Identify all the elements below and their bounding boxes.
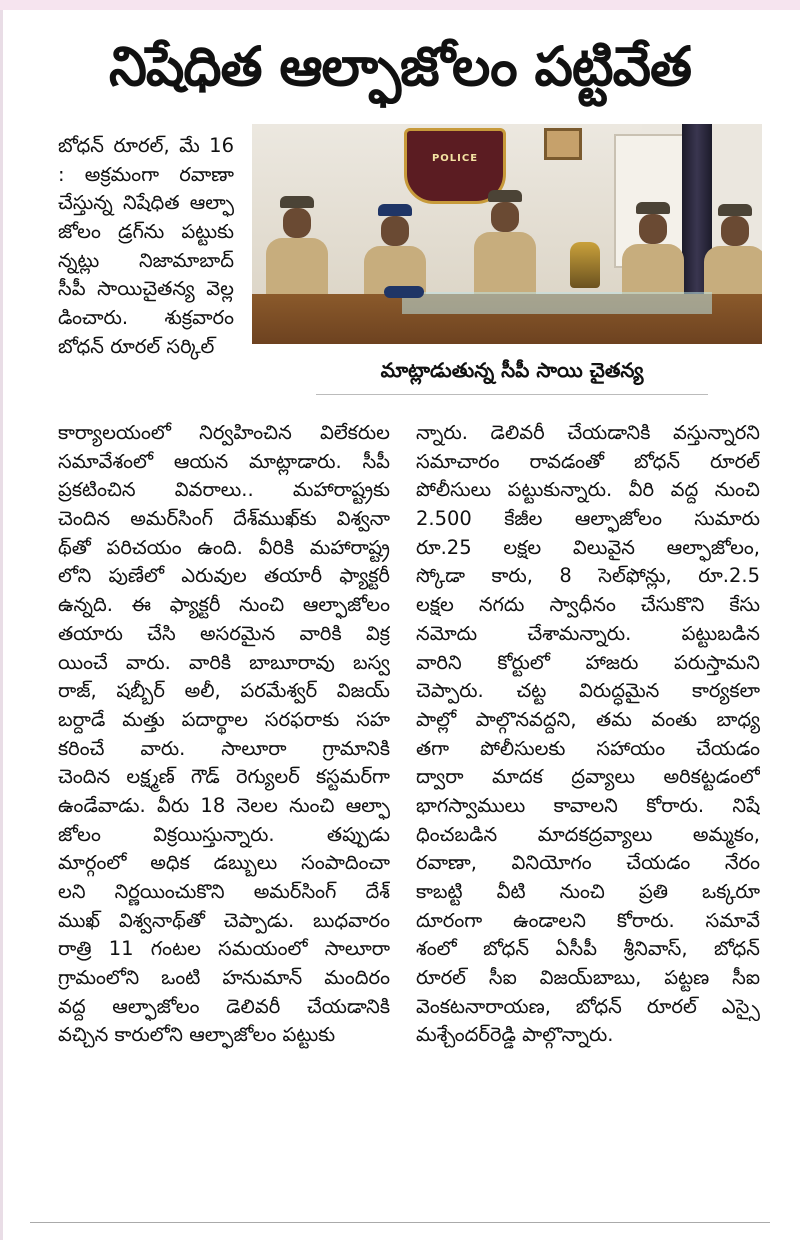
text-line: రవాణా, వినియోగం చేయడం నేరం	[416, 851, 760, 875]
photo-cap-on-desk	[384, 286, 424, 298]
text-line: వచ్చిన కారులోని ఆల్ఫాజోలం పట్టుకు	[58, 1023, 336, 1047]
left-margin-rule	[0, 10, 3, 1240]
text-line: ఉన్నది. ఈ ఫ్యాక్టరీ నుంచి ఆల్ఫాజోలం	[58, 593, 390, 617]
text-line: లక్షల నగదు స్వాధీనం చేసుకొని కేసు	[416, 593, 760, 617]
text-line: ద్వారా మాదక ద్రవ్యాలు అరికట్టడంలో	[416, 765, 760, 789]
body-column-right	[416, 419, 760, 1050]
photo-desk-glass	[402, 292, 712, 314]
bottom-rule	[30, 1222, 770, 1223]
text-line: తయారు చేసి అసరమైన వారికి విక్ర	[58, 621, 390, 645]
text-line: జోలం విక్రయిస్తున్నారు. తప్పుడు	[58, 822, 390, 846]
text-line: యించే వారు. వారికి బాబూరావు బస్వ	[58, 650, 390, 674]
text-line: పాల్లో పాల్గొనవద్దని, తమ వంతు బాధ్య	[416, 707, 760, 731]
text-line: స్కోడా కారు, 8 సెల్‌ఫోన్లు, రూ.2.5	[416, 564, 760, 588]
photo-trophy	[570, 242, 600, 288]
text-line: థ్‌తో పరిచయం ఉంది. వీరికి మహారాష్ట్ర	[58, 535, 390, 559]
photo-wall-frame	[544, 128, 582, 160]
text-line: ముఖ్ విశ్వనాథ్‌తో చెప్పాడు. బుధవారం	[58, 908, 390, 932]
text-line: బోధన్ రూరల్, మే 16	[58, 134, 234, 157]
text-line: : అక్రమంగా రవాణా	[58, 162, 234, 186]
text-line: బర్దాడే మత్తు పదార్థాల సరఫరాకు సహ	[58, 707, 390, 731]
text-line: మశ్చేందర్‌రెడ్డి పాల్గొన్నారు.	[416, 1023, 614, 1047]
text-line: రూ.25 లక్షల విలువైన ఆల్ఫాజోలం,	[416, 535, 760, 559]
text-line: కార్యాలయంలో నిర్వహించిన విలేకరుల	[58, 421, 390, 444]
text-line: లోని పుణేలో ఎరువుల తయారీ ఫ్యాక్టరీ	[58, 564, 390, 588]
text-line: రూరల్ సీఐ విజయ్‌బాబు, పట్టణ సీఐ	[416, 966, 760, 990]
text-line: శంలో బోధన్ ఏసీపీ శ్రీనివాస్, బోధన్	[416, 937, 760, 961]
text-line: బోధన్ రూరల్ సర్కిల్	[58, 334, 215, 358]
text-line: వారిని కోర్టులో హాజరు పరుస్తామని	[416, 650, 760, 674]
text-line: ప్రకటించిన వివరాలు.. మహారాష్ట్రకు	[58, 478, 390, 502]
text-line: గ్రామంలోని ఒంటి హనుమాన్ మందిరం	[58, 966, 390, 990]
text-line: కరించే వారు. సాలూరా గ్రామానికి	[58, 736, 390, 760]
text-line: సమాచారం రావడంతో బోధన్ రూరల్	[416, 449, 760, 473]
text-line: నమోదు చేశామన్నారు. పట్టుబడిన	[416, 621, 760, 645]
caption-underline	[316, 394, 708, 395]
body-column-left-top	[58, 132, 234, 362]
text-line: చెందిన లక్ష్మణ్ గౌడ్ రెగ్యులర్ కస్టమర్‌గా	[58, 765, 390, 789]
press-meet-photo	[252, 124, 762, 344]
text-line: న్నట్లు నిజామాబాద్	[58, 248, 234, 272]
text-line: డించారు. శుక్రవారం	[58, 306, 234, 330]
photo-caption: మాట్లాడుతున్న సీపీ సాయి చైతన్య	[380, 358, 644, 382]
text-line: 2.500 కేజీల ఆల్ఫాజోలం సుమారు	[416, 507, 760, 531]
text-line: చేస్తున్న నిషేధిత ఆల్ఫా	[58, 191, 234, 215]
text-line: మార్గంలో అధిక డబ్బులు సంపాదించా	[58, 851, 390, 875]
text-line: తగా పోలీసులకు సహాయం చేయడం	[416, 736, 760, 760]
text-line: వద్ద ఆల్ఫాజోలం డెలివరీ చేయడానికి	[58, 994, 390, 1018]
text-line: వెంకటనారాయణ, బోధన్ రూరల్ ఎస్సై	[416, 994, 760, 1018]
text-line: సమావేశంలో ఆయన మాట్లాడారు. సీపీ	[58, 449, 390, 473]
text-line: ధించబడిన మాదకద్రవ్యాలు అమ్మకం,	[416, 822, 760, 846]
text-line: దూరంగా ఉండాలని కోరారు. సమావే	[416, 908, 760, 932]
text-line: చెందిన అమర్‌సింగ్ దేశ్‌ముఖ్‌కు విశ్వనా	[58, 507, 390, 531]
text-line: సీపీ సాయిచైతన్య వెల్ల	[58, 277, 234, 301]
text-line: ఉండేవాడు. వీరు 18 నెలల నుంచి ఆల్ఫా	[58, 793, 390, 817]
text-line: జోలం డ్రగ్‌ను పట్టుకు	[58, 220, 234, 244]
text-line: న్నారు. డెలివరీ చేయడానికి వస్తున్నారని	[416, 421, 760, 444]
text-line: కాబట్టి వీటి నుంచి ప్రతి ఒక్కరూ	[416, 880, 760, 903]
police-emblem-text: POLICE	[431, 153, 479, 164]
text-line: రాత్రి 11 గంటల సమయంలో సాలూరా	[58, 937, 390, 961]
body-column-left-bottom	[58, 419, 390, 1050]
text-line: లని నిర్ణయించుకొని అమర్‌సింగ్ దేశ్	[58, 880, 390, 903]
top-color-band	[0, 0, 800, 10]
text-line: చెప్పారు. చట్ట విరుద్ధమైన కార్యకలా	[416, 679, 760, 703]
text-line: పోలీసులు పట్టుకున్నారు. వీరి వద్ద నుంచి	[416, 478, 760, 502]
text-line: భాగస్వాములు కావాలని కోరారు. నిషే	[416, 793, 760, 817]
article-headline: నిషేధిత ఆల్ఫాజోలం పట్టివేత	[109, 35, 691, 98]
text-line: రాజ్, షబ్బీర్ అలీ, పరమేశ్వర్ విజయ్	[58, 679, 390, 703]
